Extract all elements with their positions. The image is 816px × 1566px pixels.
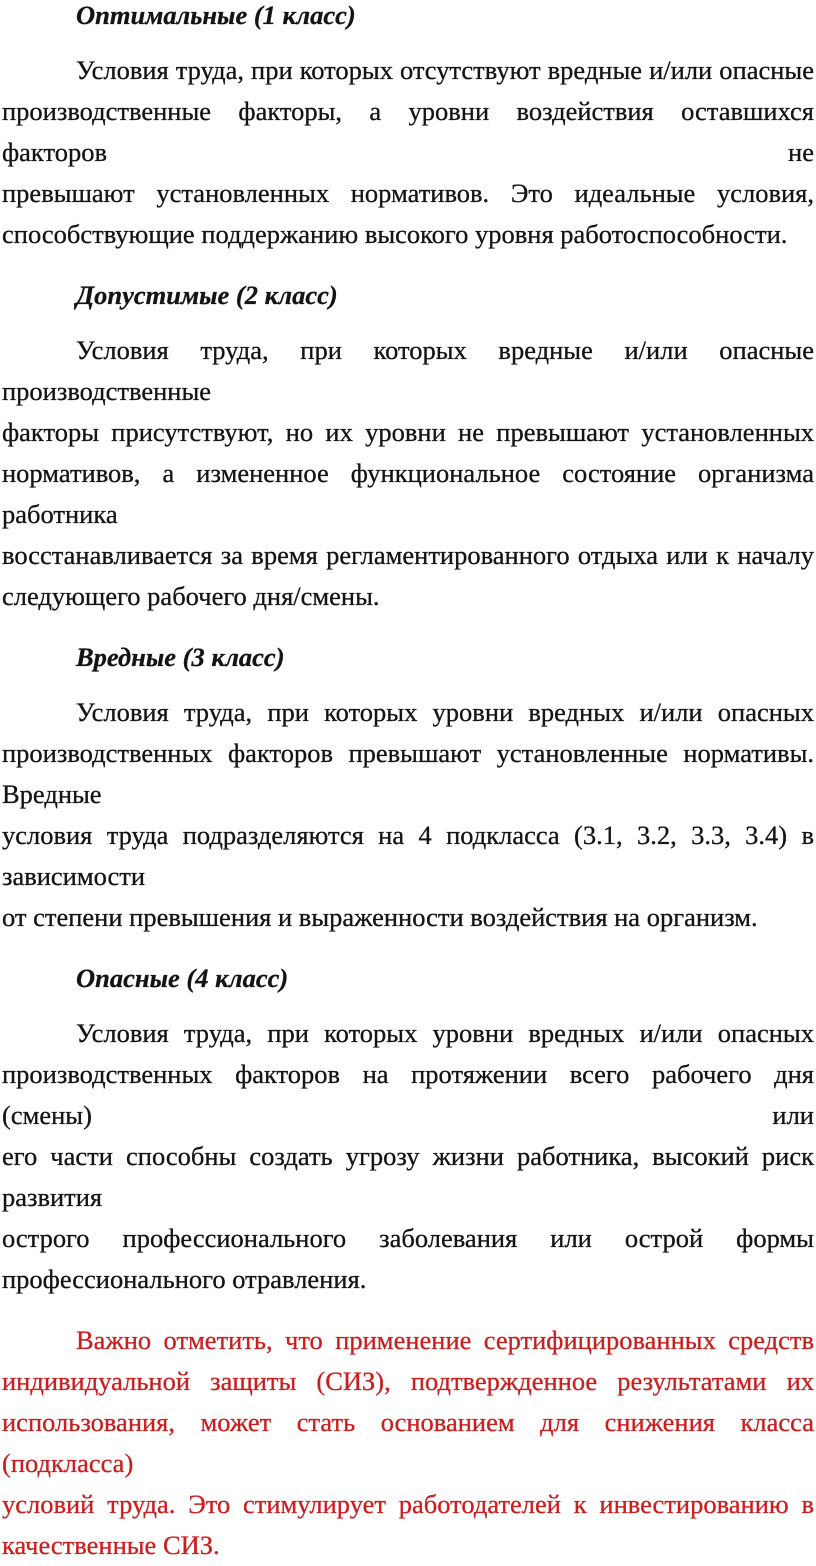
- text-line: условий труда. Это стимулирует работодателей к инвестированию в: [2, 1489, 814, 1519]
- paragraph-dopustimye-description: [2, 330, 814, 617]
- text-line: Условия труда, при которых вредные и/или опасные производственные: [2, 335, 814, 406]
- heading-optimal-class-1: Оптимальные (1 класс): [76, 0, 356, 30]
- heading-opasnye-class-4: Опасные (4 класс): [76, 963, 289, 993]
- text-line: производственные факторы, а уровни воздействия оставшихся факторов не: [2, 96, 814, 167]
- text-line: нормативов, а измененное функциональное состояние организма работника: [2, 458, 814, 529]
- text-line: острого профессионального заболевания или острой формы: [2, 1223, 814, 1253]
- heading-dopustimye-class-2: Допустимые (2 класс): [76, 280, 338, 310]
- text-line: Условия труда, при которых отсутствуют вредные и/или опасные: [76, 55, 814, 85]
- text-line: факторы присутствуют, но их уровни не превышают установленных: [2, 417, 814, 447]
- paragraph-siz-note: [2, 1320, 814, 1566]
- text-line: производственных факторов превышают установленные нормативы. Вредные: [2, 738, 814, 809]
- text-line: использования, может стать основанием для снижения класса (подкласса): [2, 1407, 814, 1478]
- text-line: от степени превышения и выраженности воздействия на организм.: [2, 902, 758, 932]
- paragraph-opasnye-description: [2, 1013, 814, 1300]
- text-line: следующего рабочего дня/смены.: [2, 581, 380, 611]
- paragraph-optimal-description: [2, 50, 814, 255]
- text-line: Важно отметить, что применение сертифицированных средств: [76, 1325, 814, 1355]
- paragraph-vrednye-description: [2, 692, 814, 938]
- heading-vrednye-class-3: Вредные (3 класс): [76, 642, 285, 672]
- text-line: восстанавливается за время регламентированного отдыха или к началу: [2, 540, 814, 570]
- text-line: индивидуальной защиты (СИЗ), подтвержденное результатами их: [2, 1366, 814, 1396]
- text-line: его части способны создать угрозу жизни работника, высокий риск развития: [2, 1141, 814, 1212]
- text-line: превышают установленных нормативов. Это идеальные условия,: [2, 178, 814, 208]
- text-line: условия труда подразделяются на 4 подкласса (3.1, 3.2, 3.3, 3.4) в зависимости: [2, 820, 814, 891]
- text-line: качественные СИЗ.: [2, 1530, 220, 1560]
- text-line: Условия труда, при которых уровни вредных и/или опасных: [76, 697, 814, 727]
- text-line: способствующие поддержанию высокого уровня работоспособности.: [2, 219, 788, 249]
- text-line: Условия труда, при которых уровни вредных и/или опасных: [76, 1018, 814, 1048]
- text-line: профессионального отравления.: [2, 1264, 367, 1294]
- text-line: производственных факторов на протяжении всего рабочего дня (смены) или: [2, 1059, 814, 1130]
